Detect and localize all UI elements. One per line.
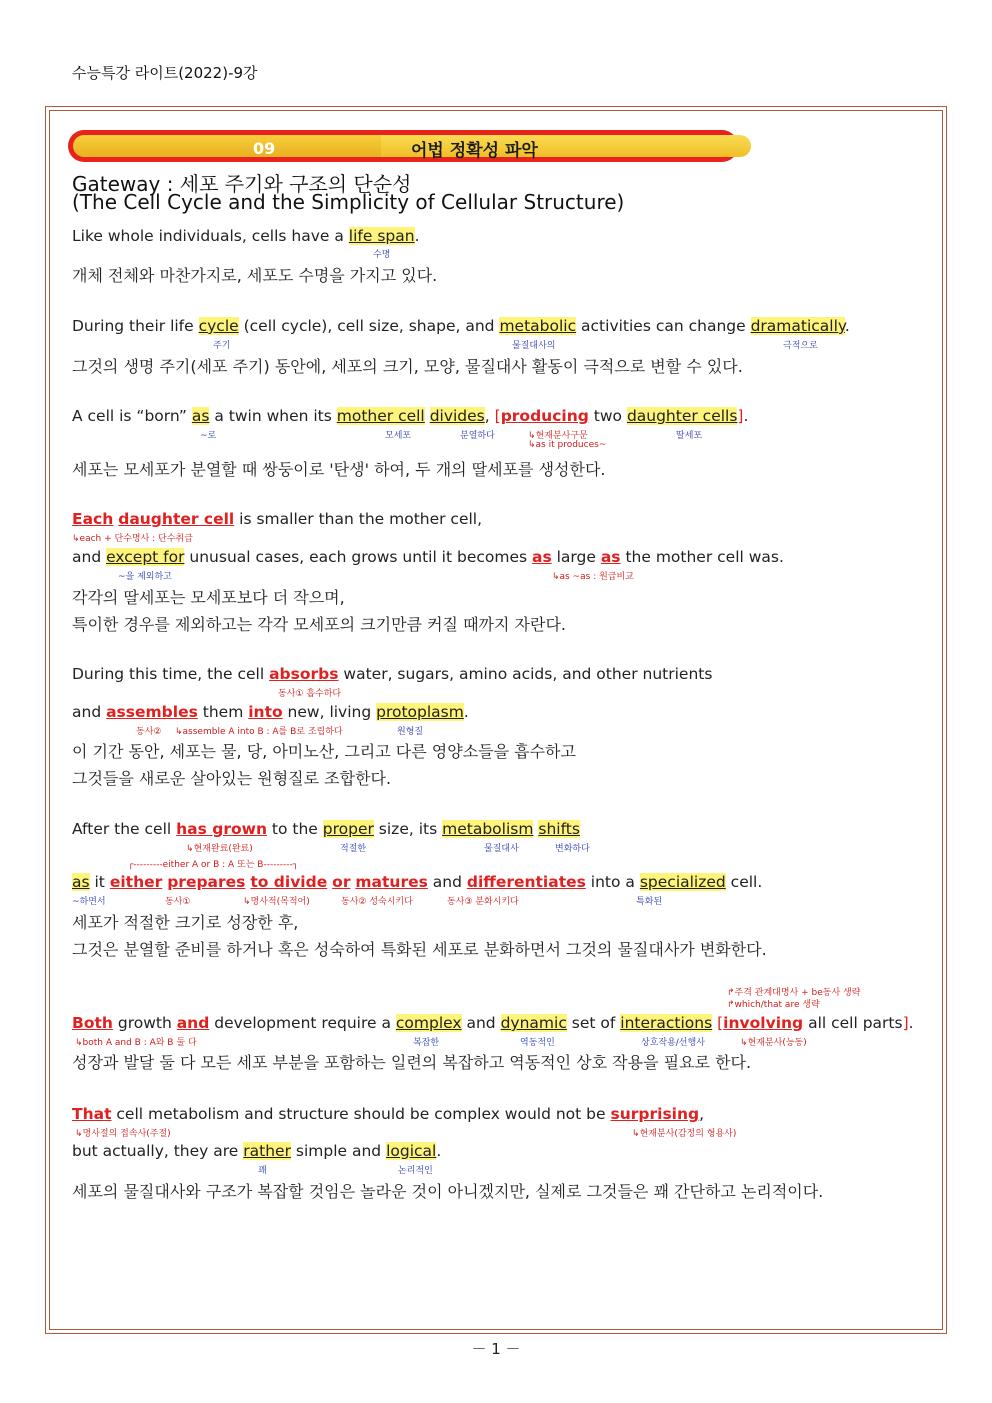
vocab-life-span: life span <box>348 227 415 245</box>
gloss: ~로 <box>200 431 217 441</box>
sentence-4-ko-line2: 특이한 경우를 제외하고는 각각 모세포의 크기만큼 커질 때까지 자란다. <box>72 615 566 634</box>
gloss: 극적으로 <box>783 341 818 351</box>
grammar-note: ↳현재완료(완료) <box>186 844 253 854</box>
sentence-6-en-line1: After the cell has grown to the proper size, its metabolism shifts <box>72 820 580 838</box>
gloss: 딸세포 <box>676 431 703 441</box>
sentence-4-en-line2: and except for unusual cases, each grows until it becomes as large as the mother cell was. <box>72 548 784 566</box>
sentence-6-ko-line1: 세포가 적절한 크기로 성장한 후, <box>72 913 299 932</box>
sentence-6-ko-line2: 그것은 분열할 준비를 하거나 혹은 성숙하여 특화된 세포로 분화하면서 그것의 물질대사가 변화한다. <box>72 940 767 959</box>
gloss: ~하면서 <box>72 897 106 907</box>
gloss: 꽤 <box>258 1166 267 1176</box>
grammar-note: ↳both A and B : A와 B 둘 다 <box>75 1038 197 1048</box>
grammar-note: 동사② <box>136 727 162 737</box>
gloss: 수명 <box>373 250 391 260</box>
sentence-3-en: A cell is “born” as a twin when its mother cell divides, [producing two daughter cells]. <box>72 407 749 425</box>
gloss: 모세포 <box>385 431 412 441</box>
gloss: 분열하다 <box>460 431 495 441</box>
grammar-note: ↳명사절의 접속사(주절) <box>75 1129 171 1139</box>
sentence-5-en-line2: and assembles them into new, living protoplasm. <box>72 703 469 721</box>
sentence-2-ko: 그것의 생명 주기(세포 주기) 동안에, 세포의 크기, 모양, 물질대사 활동이 극적으로 변할 수 있다. <box>72 357 743 376</box>
gloss: 물질대사 <box>484 844 519 854</box>
section-number: 09 <box>253 139 276 158</box>
sentence-5-ko-line1: 이 기간 동안, 세포는 물, 당, 아미노산, 그리고 다른 영양소들을 흡수하고 <box>72 742 576 761</box>
grammar-note: ↳assemble A into B : A를 B로 조립하다 <box>175 727 343 737</box>
grammar-note: ↳each + 단수명사 : 단수취급 <box>72 534 193 544</box>
sentence-8-en-line1: That cell metabolism and structure should be complex would not be surprising, <box>72 1105 705 1123</box>
document-header: 수능특강 라이트(2022)-9강 <box>72 64 258 82</box>
grammar-note: ↱주격 관계대명사 + be동사 생략 <box>727 988 861 998</box>
sentence-5-en-line1: During this time, the cell absorbs water, sugars, amino acids, and other nutrients <box>72 665 713 683</box>
gloss: 적절한 <box>340 844 367 854</box>
sentence-3-ko: 세포는 모세포가 분열할 때 쌍둥이로 '탄생' 하여, 두 개의 딸세포를 생성한다. <box>72 460 606 479</box>
page-number: － 1 － <box>471 1340 521 1358</box>
grammar-note: 동사② 성숙시키다 <box>341 897 413 907</box>
gloss: 변화하다 <box>555 844 590 854</box>
grammar-note: ↳명사적(목적어) <box>243 897 310 907</box>
gloss: 복잡한 <box>413 1038 440 1048</box>
sentence-7-en: Both growth and development require a complex and dynamic set of interactions [involving all cell parts]. <box>72 1014 914 1032</box>
sentence-1-en: Like whole individuals, cells have a life span. <box>72 227 420 245</box>
gloss: ~을 제외하고 <box>118 572 172 582</box>
sentence-5-ko-line2: 그것들을 새로운 살아있는 원형질로 조합한다. <box>72 769 392 788</box>
section-banner <box>68 130 738 162</box>
gloss: 상호작용/선행사 <box>641 1038 705 1048</box>
gloss: 물질대사의 <box>512 341 556 351</box>
gloss: 원형질 <box>397 727 424 737</box>
gloss: 주기 <box>213 341 231 351</box>
grammar-note: ↳as ~as : 원급비교 <box>552 572 634 582</box>
sentence-6-en-line2: as it either prepares to divide or matures and differentiates into a specialized cell. <box>72 873 763 891</box>
grammar-note: 동사① 흡수하다 <box>278 689 342 699</box>
sentence-4-ko-line1: 각각의 딸세포는 모세포보다 더 작으며, <box>72 588 345 607</box>
section-topic: 어법 정확성 파악 <box>411 141 538 161</box>
gloss: 역동적인 <box>520 1038 555 1048</box>
gloss: 특화된 <box>636 897 663 907</box>
page-title-ko: Gateway : 세포 주기와 구조의 단순성 <box>72 172 412 196</box>
grammar-note: ↱which/that are 생략 <box>727 1000 820 1010</box>
sentence-8-ko: 세포의 물질대사와 구조가 복잡할 것임은 놀라운 것이 아니겠지만, 실제로 그것들은 꽤 간단하고 논리적이다. <box>72 1182 824 1201</box>
sentence-2-en: During their life cycle (cell cycle), cell size, shape, and metabolic activities can change dramatically. <box>72 317 850 335</box>
grammar-note: 동사③ 분화시키다 <box>447 897 519 907</box>
grammar-note: ↳현재분사구문 <box>528 431 588 441</box>
grammar-note: ↳현재분사(감정의 형용사) <box>632 1129 737 1139</box>
sentence-4-en-line1: Each daughter cell is smaller than the mother cell, <box>72 510 483 528</box>
grammar-note: ↳as it produces~ <box>528 440 607 450</box>
sentence-7-ko: 성장과 발달 둘 다 모든 세포 부분을 포함하는 일련의 복잡하고 역동적인 상호 작용을 필요로 한다. <box>72 1053 752 1072</box>
sentence-1-ko: 개체 전체와 마찬가지로, 세포도 수명을 가지고 있다. <box>72 266 438 285</box>
sentence-8-en-line2: but actually, they are rather simple and logical. <box>72 1142 442 1160</box>
grammar-note: 동사① <box>165 897 191 907</box>
page-title-en: (The Cell Cycle and the Simplicity of Cellular Structure) <box>72 190 625 214</box>
gloss: 논리적인 <box>398 1166 433 1176</box>
grammar-note: ↳현재분사(능동) <box>740 1038 807 1048</box>
grammar-note: ┌---------either A or B : A 또는 B---------┐ <box>128 860 299 870</box>
